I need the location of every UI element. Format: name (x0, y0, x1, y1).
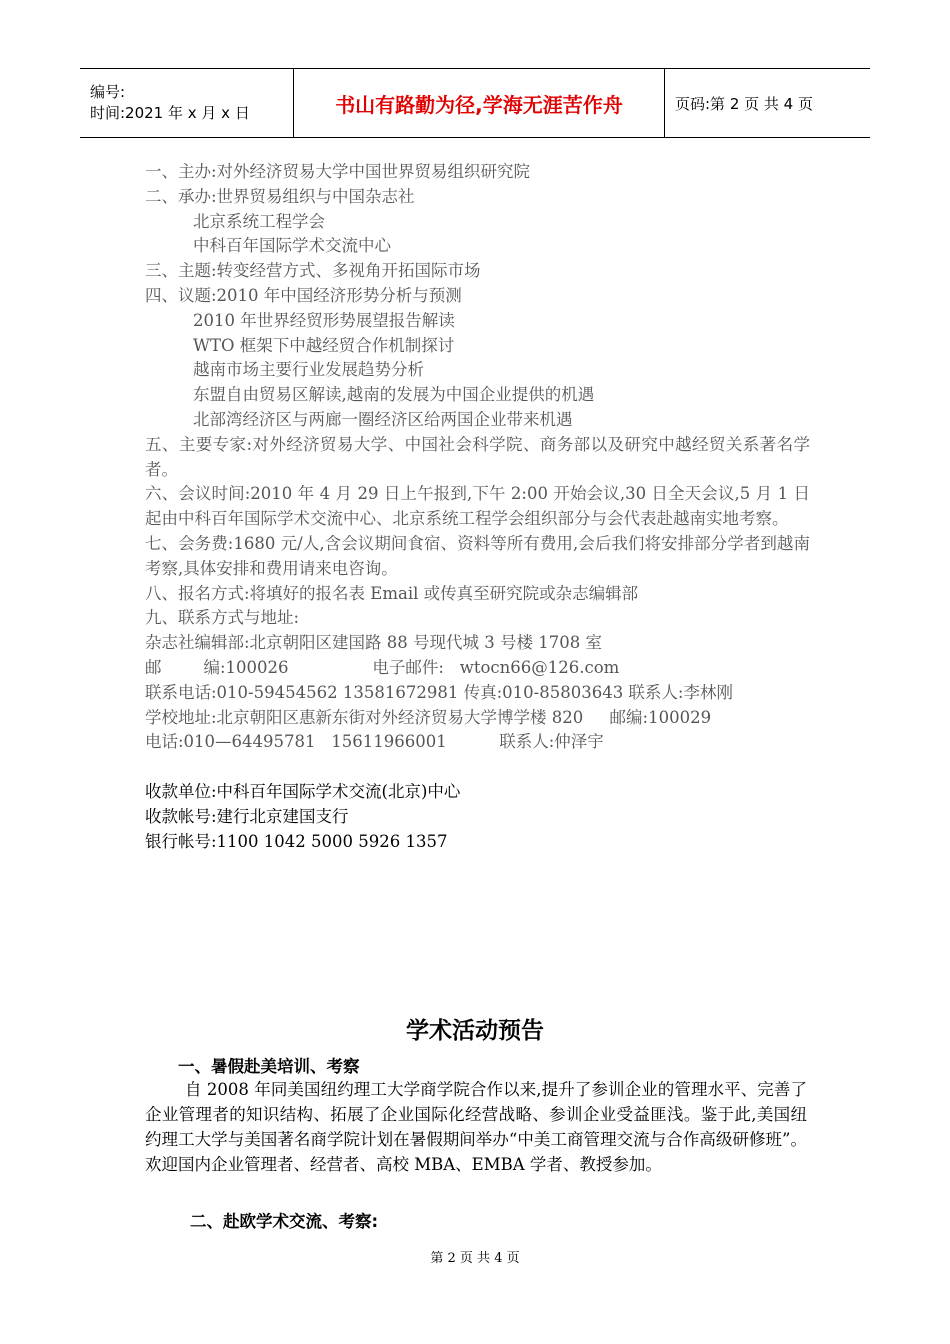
organizer-line-3: 中科百年国际学术交流中心 (193, 236, 391, 256)
contact-label: 九、联系方式与地址: (145, 608, 300, 628)
topic-item: WTO 框架下中越经贸合作机制探讨 (193, 335, 455, 355)
registration-line: 八、报名方式:将填好的报名表 Email 或传真至研究院或杂志编辑部 (145, 583, 639, 603)
header-motto: 书山有路勤为径,学海无涯苦作舟 (294, 69, 665, 137)
postcode-email-line: 邮 编:100026 电子邮件: wtocn66@126.com (145, 657, 620, 677)
spacer (145, 755, 810, 780)
item1-body: 自 2008 年同美国纽约理工大学商学院合作以来,提升了参训企业的管理水平、完善了企业管理者的知识结构、拓展了企业国际化经营战略、参训企业受益匪浅。鉴于此,美国纽约理工大学与美国著名商学院计划在暑假期间举办“中美工商管理交流与合作高级研修班”。欢迎国内企业管理者、经营者、高校 MBA、EMBA 学者、教授参加。 (145, 1080, 807, 1174)
editorial-address: 杂志社编辑部:北京朝阳区建国路 88 号现代城 3 号楼 1708 室 (145, 633, 603, 653)
document-date-label: 时间:2021 年 x 月 x 日 (90, 104, 250, 122)
item2-heading: 二、赴欧学术交流、考察: (190, 1212, 379, 1231)
topics-label: 四、议题:2010 年中国经济形势分析与预测 (145, 285, 462, 305)
bank-account-line: 银行帐号:1100 1042 5000 5926 1357 (145, 831, 448, 851)
school-address: 学校地址:北京朝阳区惠新东街对外经济贸易大学博学楼 820 邮编:100029 (145, 707, 712, 727)
header-meta (80, 69, 294, 137)
page-footer: 第 2 页 共 4 页 (430, 1251, 520, 1266)
host-line: 一、主办:对外经济贸易大学中国世界贸易组织研究院 (145, 162, 531, 181)
payee-line: 收款单位:中科百年国际学术交流(北京)中心 (145, 781, 461, 801)
organizer-line-2: 北京系统工程学会 (193, 211, 325, 231)
school-phone: 电话:010—64495781 15611966001 联系人:仲泽宇 (145, 732, 604, 752)
phone-line: 联系电话:010-59454562 13581672981 传真:010-85803643 联系人:李林刚 (145, 682, 733, 702)
meeting-time-paragraph: 六、会议时间:2010 年 4 月 29 日上午报到,下午 2:00 开始会议,30 日全天会议,5 月 1 日起由中科百年国际学术交流中心、北京系统工程学会组织部分与会代表赴越南实地考察。 (145, 484, 811, 529)
account-line: 收款帐号:建行北京建国支行 (145, 806, 349, 826)
announcement-title: 学术活动预告 (406, 1018, 544, 1044)
header-page-number: 页码:第 2 页 共 4 页 (675, 94, 813, 113)
topic-item: 越南市场主要行业发展趋势分析 (193, 360, 424, 380)
topic-item: 2010 年世界经贸形势展望报告解读 (193, 310, 455, 330)
fee-paragraph: 七、会务费:1680 元/人,含会议期间食宿、资料等所有费用,会后我们将安排部分学者到越南考察,具体安排和费用请来电咨询。 (145, 533, 810, 578)
item1-heading: 一、暑假赴美培训、考察 (178, 1057, 360, 1076)
organizer-line: 二、承办:世界贸易组织与中国杂志社 (145, 186, 415, 206)
document-number-label: 编号: (90, 83, 126, 101)
topic-item: 北部湾经济区与两廊一圈经济区给两国企业带来机遇 (193, 409, 573, 429)
experts-paragraph: 五、主要专家:对外经济贸易大学、中国社会科学院、商务部以及研究中越经贸关系著名学者。 (145, 434, 810, 479)
theme-line: 三、主题:转变经营方式、多视角开拓国际市场 (145, 261, 481, 281)
topic-item: 东盟自由贸易区解读,越南的发展为中国企业提供的机遇 (193, 385, 595, 405)
conference-notice (145, 160, 810, 854)
page-header (80, 68, 870, 138)
